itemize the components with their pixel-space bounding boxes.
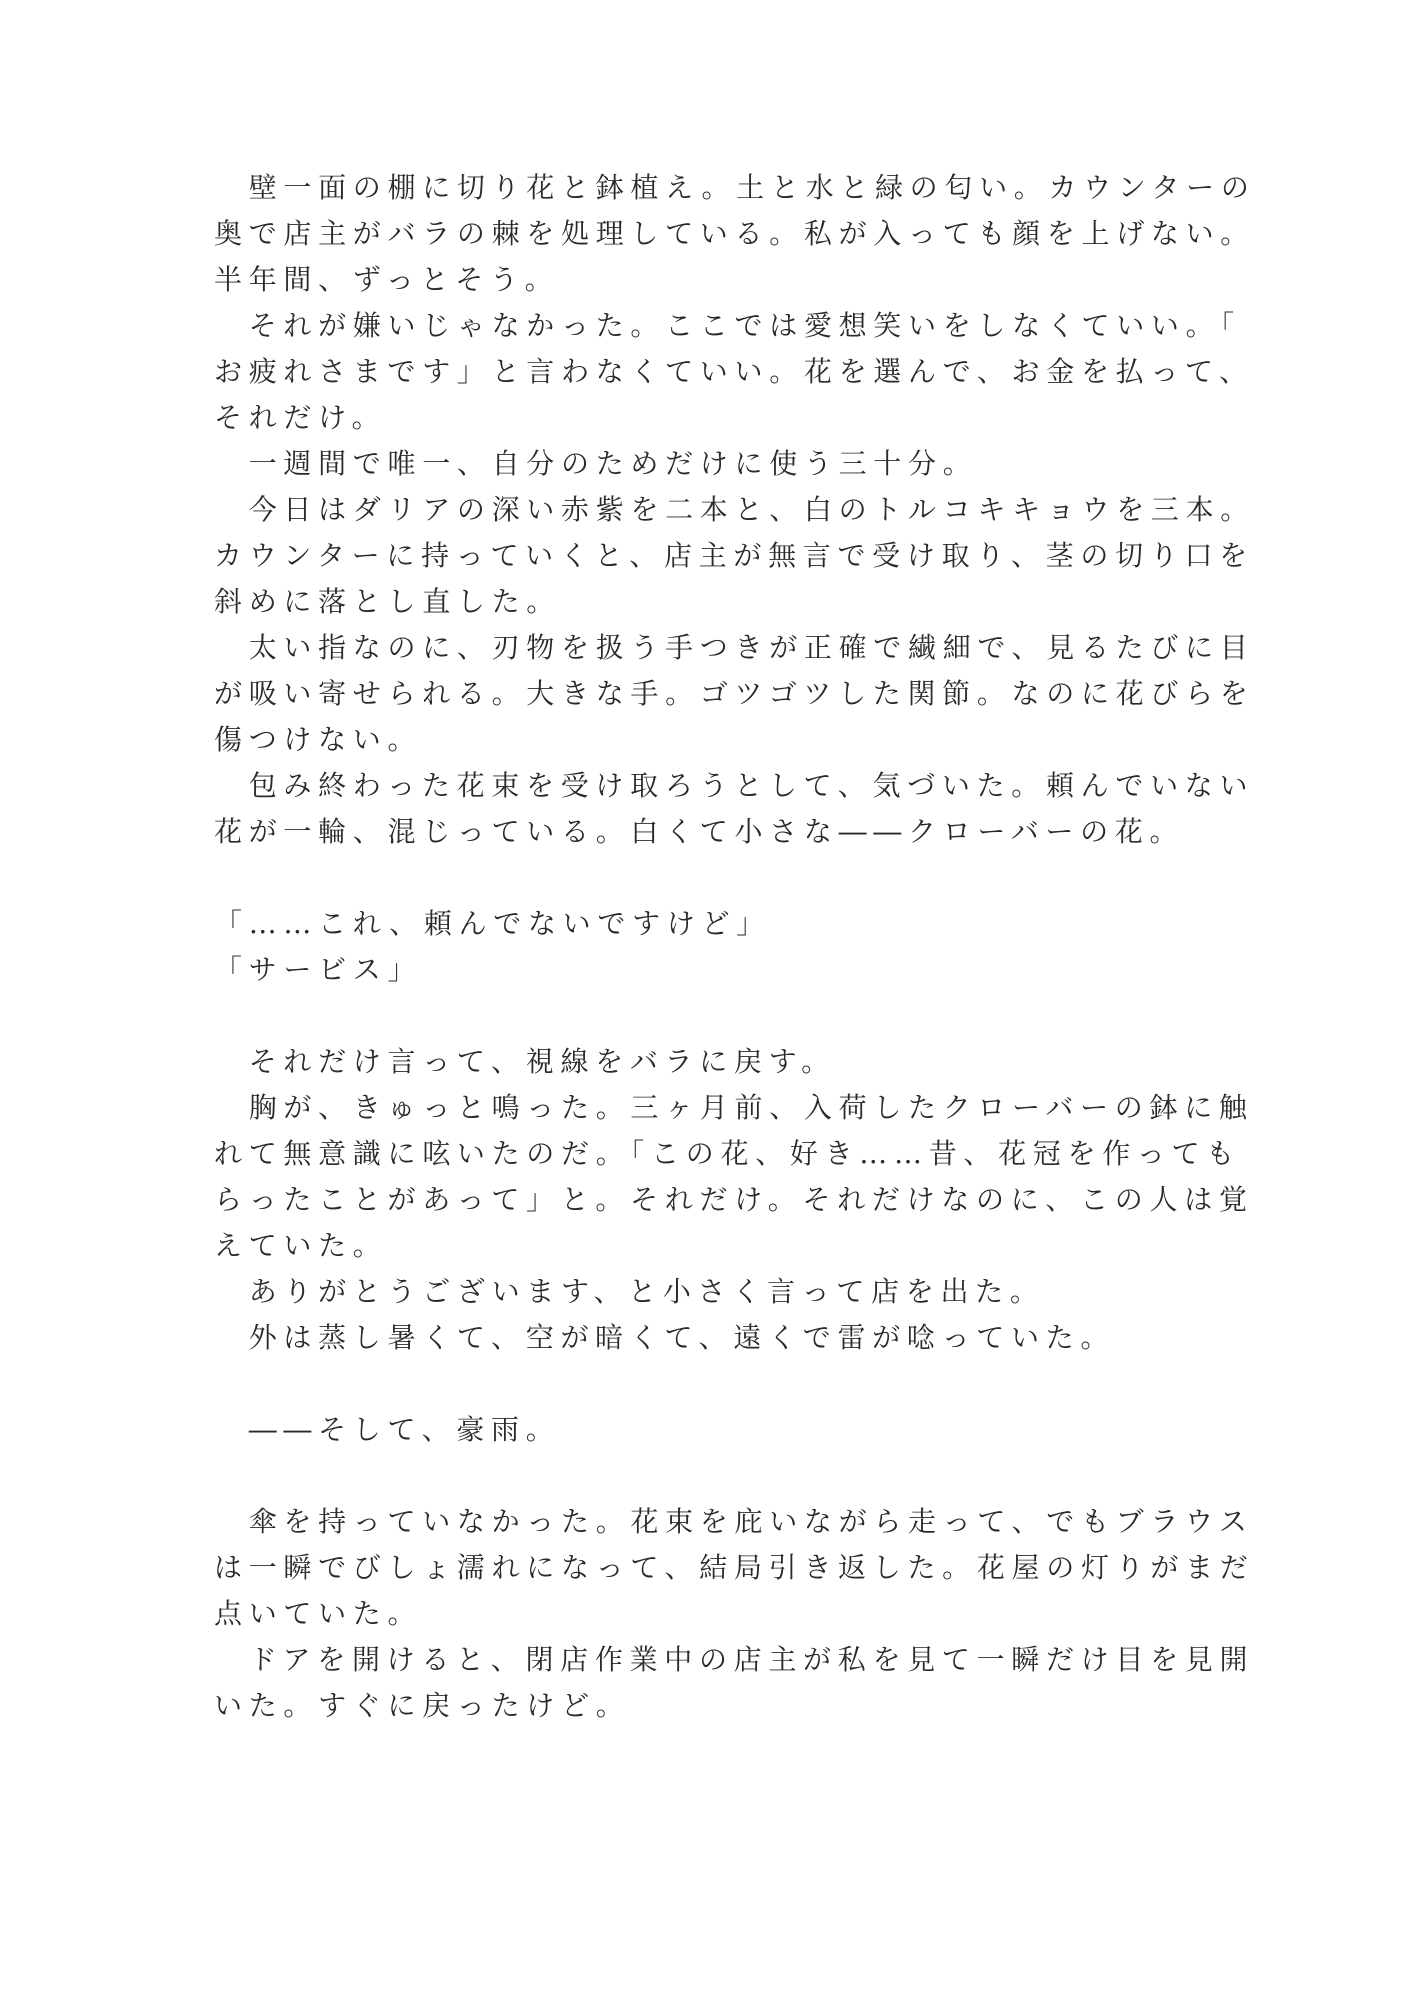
text-line: ――そして、豪雨。 — [214, 1413, 561, 1446]
text-line: 一週間で唯一、自分のためだけに使う三十分。 — [214, 447, 978, 480]
text-line: 奥で店主がバラの棘を処理している。私が入っても顔を上げない。 — [214, 217, 1256, 250]
text-line: それが嫌いじゃなかった。ここでは愛想笑いをしなくていい。「 — [214, 309, 1242, 342]
text-line: カウンターに持っていくと、店主が無言で受け取り、茎の切り口を — [214, 539, 1254, 572]
blank-line — [214, 993, 1214, 1039]
text-line: 傷つけない。 — [214, 723, 423, 756]
text-line: お疲れさまです」と言わなくていい。花を選んで、お金を払って、 — [214, 355, 1254, 388]
text-line: 壁一面の棚に切り花と鉢植え。土と水と緑の匂い。カウンターの — [214, 171, 1256, 204]
blank-line — [214, 1453, 1214, 1499]
text-line: 包み終わった花束を受け取ろうとして、気づいた。頼んでいない — [214, 769, 1255, 802]
text-line: 点いていた。 — [214, 1597, 423, 1630]
text-line: ありがとうございます、と小さく言って店を出た。 — [214, 1275, 1045, 1308]
text-line: 花が一輪、混じっている。白くて小さな――クローバーの花。 — [214, 815, 1185, 848]
text-line: れて無意識に呟いたのだ。「この花、好き……昔、花冠を作っても — [214, 1137, 1242, 1170]
dialogue-line: 「……これ、頼んでないですけど」 — [214, 907, 771, 940]
text-line: それだけ。 — [214, 401, 387, 434]
text-line: 胸が、きゅっと鳴った。三ヶ月前、入荷したクローバーの鉢に触 — [214, 1091, 1254, 1124]
text-line: 太い指なのに、刃物を扱う手つきが正確で繊細で、見るたびに目 — [214, 631, 1255, 664]
blank-line — [214, 1361, 1214, 1407]
text-line: 外は蒸し暑くて、空が暗くて、遠くで雷が唸っていた。 — [214, 1321, 1116, 1354]
text-line: いた。すぐに戻ったけど。 — [214, 1689, 631, 1722]
blank-line — [214, 855, 1214, 901]
text-line: ドアを開けると、閉店作業中の店主が私を見て一瞬だけ目を見開 — [214, 1643, 1255, 1676]
text-line: は一瞬でびしょ濡れになって、結局引き返した。花屋の灯りがまだ — [214, 1551, 1255, 1584]
text-line: えていた。 — [214, 1229, 388, 1262]
body-text — [214, 165, 1256, 1729]
text-line: それだけ言って、視線をバラに戻す。 — [214, 1045, 836, 1078]
text-line: 半年間、ずっとそう。 — [214, 263, 560, 296]
text-line: らったことがあって」と。それだけ。それだけなのに、この人は覚 — [214, 1183, 1254, 1216]
text-line: 今日はダリアの深い赤紫を二本と、白のトルコキキョウを三本。 — [214, 493, 1256, 526]
text-line: 斜めに落とし直した。 — [214, 585, 562, 618]
dialogue-line: 「サービス」 — [214, 953, 423, 986]
text-line: が吸い寄せられる。大きな手。ゴツゴツした関節。なのに花びらを — [214, 677, 1255, 710]
text-line: 傘を持っていなかった。花束を庇いながら走って、でもブラウス — [214, 1505, 1254, 1538]
